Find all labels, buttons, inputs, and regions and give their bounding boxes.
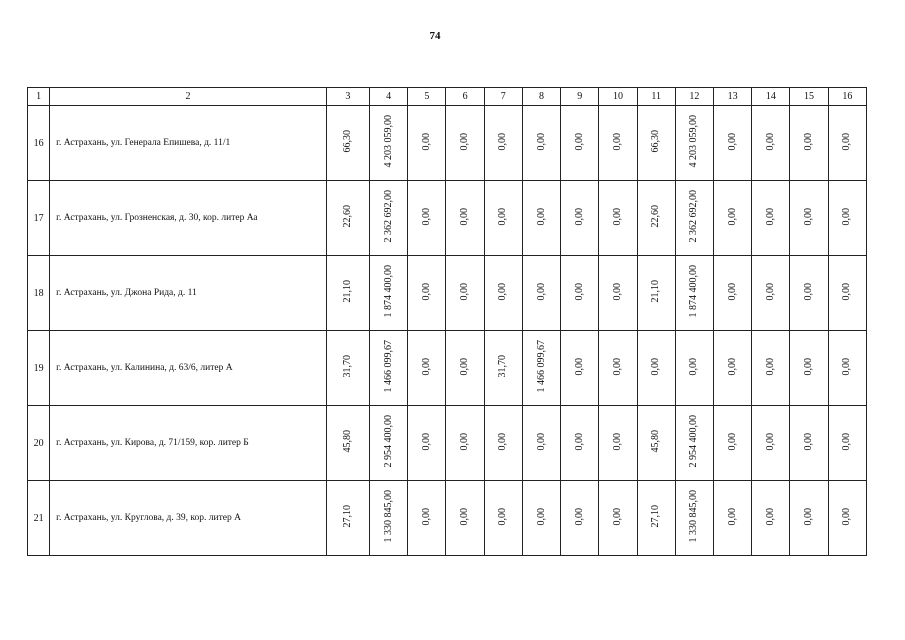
value-cell-col-3 bbox=[326, 106, 369, 181]
value-cell-col-6 bbox=[446, 106, 484, 181]
value-cell-col-5 bbox=[408, 181, 446, 256]
value-text: 22,60 bbox=[650, 205, 662, 228]
table-row bbox=[28, 181, 867, 256]
value-text: 0,00 bbox=[764, 282, 776, 301]
row-number: 18 bbox=[28, 256, 50, 331]
value-cell-col-13 bbox=[713, 256, 751, 331]
value-text: 31,70 bbox=[341, 355, 353, 378]
value-text: 0,00 bbox=[535, 432, 547, 451]
value-cell-col-16 bbox=[828, 331, 866, 406]
value-text: 0,00 bbox=[650, 357, 662, 376]
value-text: 0,00 bbox=[611, 357, 623, 376]
row-number: 20 bbox=[28, 406, 50, 481]
value-cell-col-9 bbox=[561, 481, 599, 556]
value-cell-col-14 bbox=[752, 406, 790, 481]
value-cell-col-14 bbox=[752, 106, 790, 181]
value-text: 1 874 400,00 bbox=[382, 265, 394, 318]
value-text: 0,00 bbox=[611, 432, 623, 451]
value-cell-col-6 bbox=[446, 406, 484, 481]
row-number: 17 bbox=[28, 181, 50, 256]
value-cell-col-8 bbox=[522, 256, 560, 331]
value-cell-col-7 bbox=[484, 406, 522, 481]
value-cell-col-8 bbox=[522, 106, 560, 181]
value-cell-col-9 bbox=[561, 406, 599, 481]
value-cell-col-11 bbox=[637, 406, 675, 481]
address-cell: г. Астрахань, ул. Круглова, д. 39, кор. литер А bbox=[50, 481, 327, 556]
value-text: 0,00 bbox=[841, 207, 853, 226]
value-text: 0,00 bbox=[573, 282, 585, 301]
column-number-1: 1 bbox=[28, 88, 50, 106]
column-number-10: 10 bbox=[599, 88, 637, 106]
value-cell-col-6 bbox=[446, 256, 484, 331]
value-cell-col-10 bbox=[599, 106, 637, 181]
value-cell-col-14 bbox=[752, 331, 790, 406]
value-cell-col-7 bbox=[484, 181, 522, 256]
value-text: 21,10 bbox=[650, 280, 662, 303]
value-cell-col-13 bbox=[713, 106, 751, 181]
value-text: 1 330 845,00 bbox=[688, 490, 700, 543]
value-cell-col-3 bbox=[326, 256, 369, 331]
property-register-table bbox=[27, 87, 867, 556]
value-text: 0,00 bbox=[803, 132, 815, 151]
table-row bbox=[28, 481, 867, 556]
value-cell-col-12 bbox=[675, 406, 713, 481]
value-text: 1 330 845,00 bbox=[382, 490, 394, 543]
value-cell-col-11 bbox=[637, 481, 675, 556]
value-cell-col-13 bbox=[713, 406, 751, 481]
column-number-13: 13 bbox=[713, 88, 751, 106]
value-text: 66,30 bbox=[650, 130, 662, 153]
table-row bbox=[28, 106, 867, 181]
column-number-11: 11 bbox=[637, 88, 675, 106]
value-cell-col-9 bbox=[561, 256, 599, 331]
value-text: 0,00 bbox=[535, 507, 547, 526]
value-cell-col-5 bbox=[408, 406, 446, 481]
value-text: 31,70 bbox=[497, 355, 509, 378]
value-cell-col-15 bbox=[790, 406, 828, 481]
value-cell-col-9 bbox=[561, 106, 599, 181]
value-cell-col-16 bbox=[828, 181, 866, 256]
value-text: 0,00 bbox=[611, 282, 623, 301]
value-cell-col-4 bbox=[370, 106, 408, 181]
value-text: 0,00 bbox=[497, 507, 509, 526]
value-text: 0,00 bbox=[726, 357, 738, 376]
row-number: 16 bbox=[28, 106, 50, 181]
value-text: 0,00 bbox=[459, 282, 471, 301]
value-cell-col-13 bbox=[713, 481, 751, 556]
address-cell: г. Астрахань, ул. Калинина, д. 63/6, литер А bbox=[50, 331, 327, 406]
address-cell: г. Астрахань, ул. Генерала Епишева, д. 11/1 bbox=[50, 106, 327, 181]
column-number-14: 14 bbox=[752, 88, 790, 106]
value-cell-col-6 bbox=[446, 481, 484, 556]
value-cell-col-3 bbox=[326, 406, 369, 481]
value-text: 4 203 059,00 bbox=[382, 115, 394, 168]
column-number-7: 7 bbox=[484, 88, 522, 106]
value-cell-col-8 bbox=[522, 331, 560, 406]
value-text: 0,00 bbox=[459, 507, 471, 526]
value-text: 0,00 bbox=[764, 207, 776, 226]
value-text: 0,00 bbox=[611, 132, 623, 151]
value-text: 0,00 bbox=[535, 132, 547, 151]
value-text: 0,00 bbox=[573, 207, 585, 226]
value-text: 1 466 099,67 bbox=[382, 340, 394, 393]
value-text: 0,00 bbox=[841, 357, 853, 376]
value-cell-col-9 bbox=[561, 181, 599, 256]
value-text: 2 954 400,00 bbox=[688, 415, 700, 468]
value-text: 4 203 059,00 bbox=[688, 115, 700, 168]
value-text: 0,00 bbox=[535, 282, 547, 301]
value-text: 0,00 bbox=[803, 357, 815, 376]
value-text: 0,00 bbox=[420, 357, 432, 376]
value-text: 0,00 bbox=[497, 207, 509, 226]
value-text: 21,10 bbox=[341, 280, 353, 303]
value-text: 0,00 bbox=[803, 207, 815, 226]
column-number-6: 6 bbox=[446, 88, 484, 106]
value-cell-col-4 bbox=[370, 256, 408, 331]
value-text: 2 362 692,00 bbox=[688, 190, 700, 243]
table-row bbox=[28, 256, 867, 331]
value-cell-col-7 bbox=[484, 256, 522, 331]
value-cell-col-8 bbox=[522, 481, 560, 556]
value-cell-col-10 bbox=[599, 181, 637, 256]
column-number-5: 5 bbox=[408, 88, 446, 106]
value-text: 0,00 bbox=[841, 432, 853, 451]
value-cell-col-10 bbox=[599, 331, 637, 406]
column-number-2: 2 bbox=[50, 88, 327, 106]
value-text: 0,00 bbox=[573, 132, 585, 151]
column-number-9: 9 bbox=[561, 88, 599, 106]
value-cell-col-12 bbox=[675, 181, 713, 256]
value-text: 0,00 bbox=[803, 507, 815, 526]
value-text: 0,00 bbox=[841, 282, 853, 301]
value-cell-col-11 bbox=[637, 181, 675, 256]
row-number: 19 bbox=[28, 331, 50, 406]
table-row bbox=[28, 331, 867, 406]
value-cell-col-5 bbox=[408, 256, 446, 331]
value-text: 0,00 bbox=[764, 507, 776, 526]
value-cell-col-4 bbox=[370, 331, 408, 406]
address-cell: г. Астрахань, ул. Кирова, д. 71/159, кор. литер Б bbox=[50, 406, 327, 481]
value-text: 0,00 bbox=[459, 207, 471, 226]
value-cell-col-7 bbox=[484, 481, 522, 556]
value-cell-col-13 bbox=[713, 181, 751, 256]
value-text: 0,00 bbox=[611, 507, 623, 526]
value-cell-col-12 bbox=[675, 481, 713, 556]
value-text: 0,00 bbox=[841, 507, 853, 526]
value-cell-col-6 bbox=[446, 331, 484, 406]
value-cell-col-5 bbox=[408, 106, 446, 181]
column-number-row bbox=[28, 88, 867, 106]
value-text: 1 466 099,67 bbox=[535, 340, 547, 393]
value-text: 0,00 bbox=[611, 207, 623, 226]
value-cell-col-12 bbox=[675, 256, 713, 331]
value-cell-col-14 bbox=[752, 481, 790, 556]
value-cell-col-12 bbox=[675, 331, 713, 406]
value-text: 45,80 bbox=[650, 430, 662, 453]
value-text: 0,00 bbox=[420, 132, 432, 151]
value-cell-col-12 bbox=[675, 106, 713, 181]
value-text: 45,80 bbox=[341, 430, 353, 453]
value-text: 0,00 bbox=[764, 357, 776, 376]
value-text: 0,00 bbox=[497, 432, 509, 451]
value-text: 22,60 bbox=[341, 205, 353, 228]
column-number-12: 12 bbox=[675, 88, 713, 106]
value-text: 66,30 bbox=[341, 130, 353, 153]
value-text: 0,00 bbox=[726, 282, 738, 301]
value-cell-col-14 bbox=[752, 181, 790, 256]
value-cell-col-10 bbox=[599, 256, 637, 331]
column-number-16: 16 bbox=[828, 88, 866, 106]
value-cell-col-7 bbox=[484, 331, 522, 406]
value-cell-col-3 bbox=[326, 181, 369, 256]
value-text: 0,00 bbox=[573, 357, 585, 376]
value-text: 0,00 bbox=[535, 207, 547, 226]
value-cell-col-16 bbox=[828, 256, 866, 331]
value-cell-col-10 bbox=[599, 406, 637, 481]
value-text: 27,10 bbox=[341, 505, 353, 528]
value-cell-col-13 bbox=[713, 331, 751, 406]
value-text: 0,00 bbox=[726, 432, 738, 451]
value-cell-col-16 bbox=[828, 481, 866, 556]
value-cell-col-9 bbox=[561, 331, 599, 406]
value-text: 0,00 bbox=[420, 507, 432, 526]
value-cell-col-11 bbox=[637, 256, 675, 331]
address-cell: г. Астрахань, ул. Джона Рида, д. 11 bbox=[50, 256, 327, 331]
value-cell-col-11 bbox=[637, 106, 675, 181]
page-number: 74 bbox=[429, 30, 441, 42]
value-text: 2 362 692,00 bbox=[382, 190, 394, 243]
value-text: 0,00 bbox=[497, 132, 509, 151]
value-cell-col-4 bbox=[370, 406, 408, 481]
value-cell-col-8 bbox=[522, 181, 560, 256]
table-row bbox=[28, 406, 867, 481]
value-text: 0,00 bbox=[726, 207, 738, 226]
value-text: 0,00 bbox=[803, 282, 815, 301]
value-text: 0,00 bbox=[726, 132, 738, 151]
value-cell-col-5 bbox=[408, 481, 446, 556]
value-text: 27,10 bbox=[650, 505, 662, 528]
value-text: 2 954 400,00 bbox=[382, 415, 394, 468]
column-number-8: 8 bbox=[522, 88, 560, 106]
value-cell-col-5 bbox=[408, 331, 446, 406]
value-text: 0,00 bbox=[420, 432, 432, 451]
value-cell-col-14 bbox=[752, 256, 790, 331]
column-number-15: 15 bbox=[790, 88, 828, 106]
address-cell: г. Астрахань, ул. Грозненская, д. 30, кор. литер Аа bbox=[50, 181, 327, 256]
value-cell-col-3 bbox=[326, 331, 369, 406]
value-cell-col-10 bbox=[599, 481, 637, 556]
value-text: 0,00 bbox=[420, 282, 432, 301]
value-cell-col-15 bbox=[790, 106, 828, 181]
column-number-4: 4 bbox=[370, 88, 408, 106]
value-text: 0,00 bbox=[459, 132, 471, 151]
value-text: 0,00 bbox=[573, 507, 585, 526]
value-text: 0,00 bbox=[573, 432, 585, 451]
value-cell-col-4 bbox=[370, 181, 408, 256]
value-text: 0,00 bbox=[459, 357, 471, 376]
value-cell-col-4 bbox=[370, 481, 408, 556]
value-text: 0,00 bbox=[420, 207, 432, 226]
value-text: 0,00 bbox=[459, 432, 471, 451]
value-cell-col-11 bbox=[637, 331, 675, 406]
value-text: 0,00 bbox=[841, 132, 853, 151]
value-text: 0,00 bbox=[688, 357, 700, 376]
value-cell-col-3 bbox=[326, 481, 369, 556]
value-cell-col-15 bbox=[790, 181, 828, 256]
value-text: 1 874 400,00 bbox=[688, 265, 700, 318]
row-number: 21 bbox=[28, 481, 50, 556]
value-cell-col-15 bbox=[790, 481, 828, 556]
value-text: 0,00 bbox=[726, 507, 738, 526]
value-text: 0,00 bbox=[764, 432, 776, 451]
value-text: 0,00 bbox=[497, 282, 509, 301]
value-text: 0,00 bbox=[803, 432, 815, 451]
value-text: 0,00 bbox=[764, 132, 776, 151]
value-cell-col-16 bbox=[828, 106, 866, 181]
column-number-3: 3 bbox=[326, 88, 369, 106]
value-cell-col-8 bbox=[522, 406, 560, 481]
value-cell-col-15 bbox=[790, 331, 828, 406]
value-cell-col-7 bbox=[484, 106, 522, 181]
value-cell-col-16 bbox=[828, 406, 866, 481]
value-cell-col-6 bbox=[446, 181, 484, 256]
value-cell-col-15 bbox=[790, 256, 828, 331]
